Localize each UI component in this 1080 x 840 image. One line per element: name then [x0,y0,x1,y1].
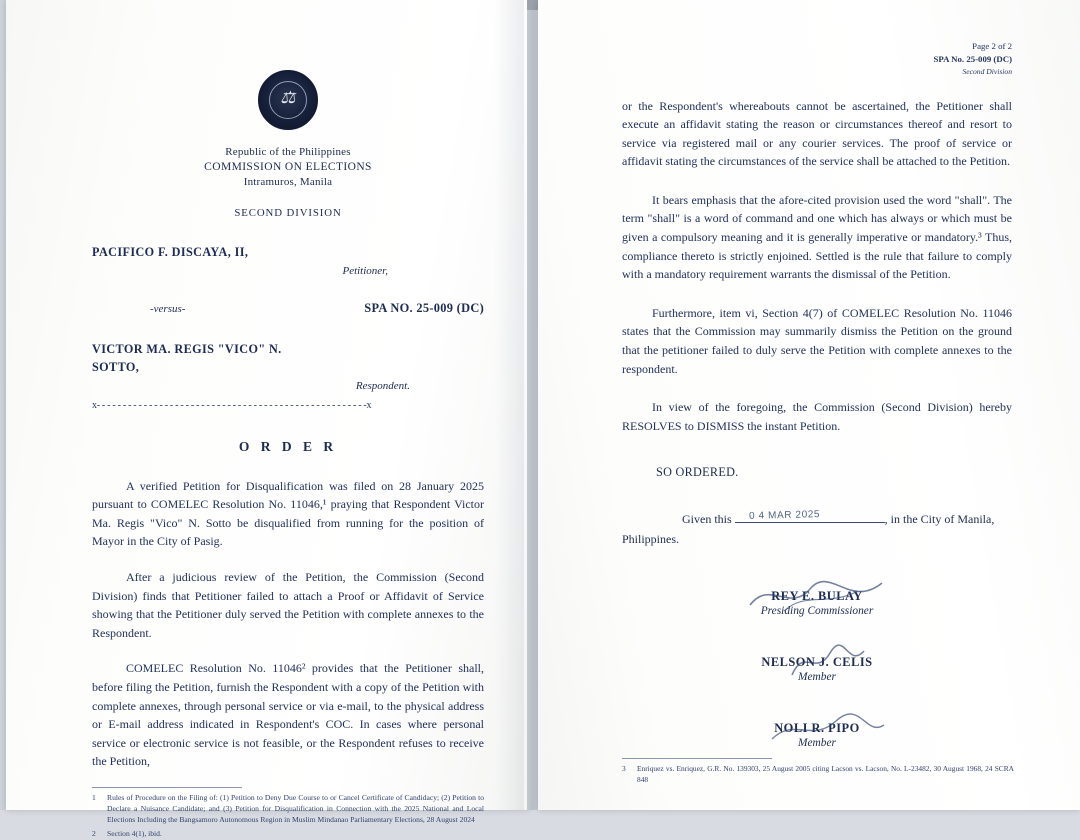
versus-label: -versus- [150,303,186,315]
page-header [622,40,1012,77]
given-second-line: Philippines. [622,531,680,546]
signatory-title: Member [798,736,836,749]
paragraph: Furthermore, item vi, Section 4(7) of COMELEC Resolution No. 11046 states that the Commission may summarily dismiss the Petition on the ground that the petitioner failed to duly serve the Petition with complete annexes to the respondent. [622,305,1012,376]
paragraph: A verified Petition for Disqualification was filed on 28 January 2025 pursuant to COMELEC Resolution No. 11046,¹ praying that Respondent Victor Ma. Regis "Vico" N. Sotto be disqualified from running for the position of Mayor in the City of Pasig. [92,478,484,549]
date-stamp: 0 4 MAR 2025 [748,509,820,523]
case-number: SPA NO. 25-009 (DC) [364,301,484,315]
comelec-seal-wrap [92,70,484,135]
given-tail: , in the City of Manila, [884,512,995,527]
letterhead-line-1: Republic of the Philippines [225,146,351,158]
caption-rule: x- - - - - - - - - - - - - - - - - - - - - - - - - - - - - - - - - - - - - - - - - - - - - - - - - - - -x [92,399,372,411]
page-division: Second Division [962,66,1012,76]
respondent-block [92,340,484,395]
page-2-footnotes [622,742,1014,785]
signatory-title: Member [798,670,836,683]
signatory-name: NELSON J. CELIS [761,654,873,669]
petitioner-name: PACIFICO F. DISCAYA, II, [92,245,249,260]
footnote-mark: 1 [92,793,96,803]
footnote [92,793,484,825]
letterhead-line-2: COMMISSION ON ELECTIONS [204,160,372,173]
signatory-name: REY E. BULAY [771,588,863,603]
paragraph: In view of the foregoing, the Commission (Second Division) hereby RESOLVES to DISMISS the instant Petition. [622,400,1012,433]
paragraph: or the Respondent's whereabouts cannot be ascertained, the Petitioner shall execute an affidavit stating the reason or circumstances thereof and resort to service via registered mail or any courier services. The proof of service or affidavit stating the circumstances of the service shall be attached to the Petition. [622,98,1012,169]
signatory-title: Presiding Commissioner [760,604,874,617]
paragraph: It bears emphasis that the afore-cited provision used the word "shall". The term "shall" is a word of command and one which has always or which must be given a compulsory meaning and it is generally imperative or mandatory.³ Thus, compliance thereto is strictly enjoined. Settled is the rule that failure to comply with a mandatory requirement warrants the dismissal of the Petition. [622,192,1012,282]
footnote-mark: 2 [92,829,96,839]
signatory-name: NOLI R. PIPO [774,720,860,735]
case-caption [92,243,484,413]
given-date-line [622,510,1012,548]
footnote-text: Rules of Procedure on the Filing of: (1) Petition to Deny Due Course to or Cancel Certificate of Candidacy; (2) Petition to Declare a Nuisance Candidate; and (3) Petition for Disqualification in Connection with the 2025 National and Local Elections Including the Bangsamoro Autonomous Region in Muslim Mindanao Parliamentary Elections, 28 August 2024 [107,793,484,824]
respondent-role: Respondent. [355,380,410,393]
letterhead-line-3: Intramuros, Manila [243,176,333,189]
division-label: SECOND DIVISION [234,207,342,220]
footnote [622,764,1014,785]
footnote-divider [92,787,242,788]
footnote-divider [622,758,772,759]
page-case-number: SPA No. 25-009 (DC) [933,53,1012,64]
petitioner-role: Petitioner, [342,264,388,277]
footnote [92,829,484,840]
versus-row [92,299,484,318]
page-1-content [92,70,484,840]
so-ordered: SO ORDERED. [656,465,739,480]
date-blank [735,509,885,523]
signature-block [622,655,1012,683]
signature-block [622,589,1012,617]
order-title: O R D E R [238,438,338,454]
respondent-name-line-2: SOTTO, [92,359,140,374]
paragraph: After a judicious review of the Petition, the Commission (Second Division) finds that Petitioner failed to attach a Proof or Affidavit of Service showing that the Petitioner duly served the Petition with complete annexes to the Respondent. [92,570,484,640]
seal-monogram: ⚖ [280,88,296,107]
comelec-seal-icon [258,70,318,130]
paragraph: COMELEC Resolution No. 11046² provides that the Petitioner shall, before filing the Petition, furnish the Respondent with a copy of the Petition with complete annexes, through personal service or via e-mail, to the physical address or E-mail address indicated in Respondent's COC. In cases where personal service or electronic service is not feasible, or the Respondent refuses to receive the Petition, [92,661,484,769]
respondent-name-line-1: VICTOR MA. REGIS "VICO" N. [92,341,282,356]
footnote-mark: 3 [622,764,626,773]
footnote-text: Enriquez vs. Enriquez, G.R. No. 139303, 25 August 2005 citing Lacson vs. Lacson, No. L-23482, 30 August 1968, 24 SCRA 848 [637,764,1014,784]
footnote-text: Section 4(1), ibid. [107,829,162,839]
page-label: Page 2 of 2 [972,41,1012,51]
given-lead: Given this [682,512,732,527]
page-2-content [622,40,1012,749]
letterhead [92,145,484,190]
